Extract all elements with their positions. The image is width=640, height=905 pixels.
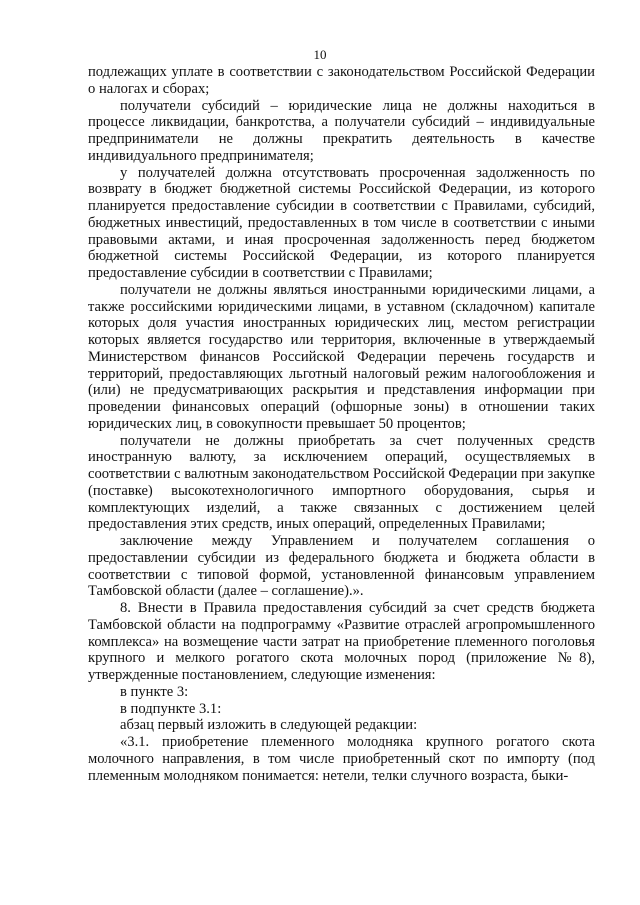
- paragraph-item-8: 8. Внести в Правила предоставления субсидий за счет средств бюджета Тамбовской области на подпрограмму «Развитие отраслей агропромышленного комплекса» на возмещение части затрат на приобретение племенного поголовья крупного и мелкого рогатого скота молочных пород (приложение №8), утвержденные постановлением, следующие изменения:: [88, 600, 595, 683]
- paragraph-currency-requirement: получатели не должны приобретать за счет полученных средств иностранную валюту, за исключением операций, осуществляемых в соответствии с валютным законодательством Российской Федерации при закупке (поставке) высокотехнологичного импортного оборудования, сырья и комплектующих изделий, а также связанных с достижением целей предоставления этих средств, иных операций, определенных Правилами;: [88, 432, 595, 533]
- paragraph-continuation: подлежащих уплате в соответствии с законодательством Российской Федерации о налогах и сборах;: [88, 64, 595, 97]
- paragraph-point-3: в пункте 3:: [120, 683, 189, 700]
- paragraph-liquidation-requirement: получатели субсидий – юридические лица не должны находиться в процессе ликвидации, банкротства, а получатели субсидий – индивидуальные предприниматели не должны прекратить деятельность в качестве индивидуального предпринимателя;: [88, 97, 595, 164]
- paragraph-new-wording-3-1: «3.1. приобретение племенного молодняка крупного рогатого скота молочного направления, в том числе приобретенный скот по импорту (под племенным молодняком понимается: нетели, телки случного возраста, быки-: [88, 734, 595, 784]
- paragraph-subpoint-3-1: в подпункте 3.1:: [120, 700, 222, 717]
- paragraph-first-paragraph-instruction: абзац первый изложить в следующей редакции:: [120, 717, 418, 734]
- paragraph-foreign-entities-requirement: получатели не должны являться иностранными юридическими лицами, а также российскими юридическими лицами, в уставном (складочном) капитале которых доля участия иностранных юридических лиц, местом регистрации которых является государство или территория, включенные в утверждаемый Министерством финансов Российской Федерации перечень государств и территорий, предоставляющих льготный налоговый режим налогообложения и (или) не предусматривающих раскрытия и представления информации при проведении финансовых операций (офшорные зоны) в отношении таких юридических лиц, в совокупности превышает 50 процентов;: [88, 281, 595, 432]
- paragraph-agreement-requirement: заключение между Управлением и получателем соглашения о предоставлении субсидии из федерального бюджета и бюджета области в соответствии с типовой формой, установленной финансовым управлением Тамбовской области (далее – соглашение).».: [88, 533, 595, 600]
- document-body: [88, 64, 595, 784]
- page-number: 10: [313, 47, 327, 62]
- paragraph-debt-requirement: у получателей должна отсутствовать просроченная задолженность по возврату в бюджет бюджетной системы Российской Федерации, из которого планируется предоставление субсидии в соответствии с Правилами, субсидий, бюджетных инвестиций, предоставленных в том числе в соответствии с иными правовыми актами, и иная просроченная задолженность перед бюджетом бюджетной системы Российской Федерации, из которого планируется предоставление субсидии в соответствии с Правилами;: [88, 164, 595, 281]
